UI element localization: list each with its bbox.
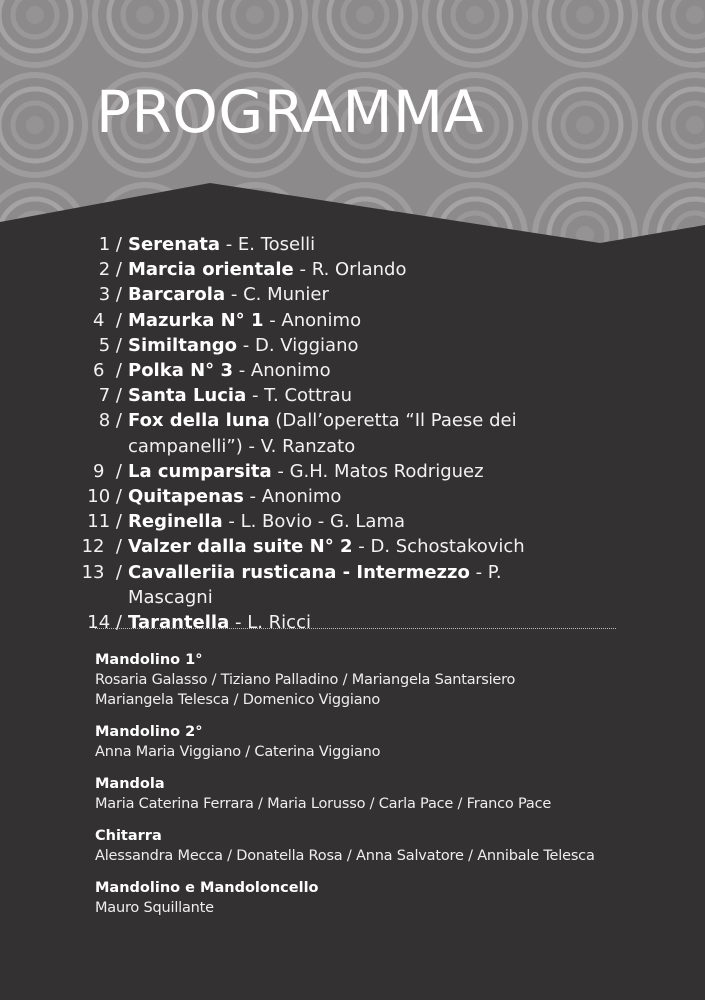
program-number: 4 / <box>93 309 122 331</box>
piece-credit: - Anonimo <box>263 309 362 331</box>
piece-title: Tarantella <box>128 612 230 634</box>
ensemble-section <box>95 722 655 762</box>
piece-credit: (Dall’operetta “Il Paese dei campanelli”) - V. Ranzato <box>128 410 517 457</box>
program-number: 14 / <box>87 612 122 634</box>
program-number: 12 / <box>81 536 122 558</box>
program-item <box>0 232 705 257</box>
piece-title: Serenata <box>128 234 220 255</box>
program-entry <box>128 560 568 610</box>
program-entry <box>128 459 568 484</box>
program-item <box>0 610 705 635</box>
program-number: 5 / <box>98 334 122 356</box>
piece-credit: - P. Mascagni <box>128 561 502 608</box>
program-list <box>0 232 705 635</box>
section-title: Mandola <box>95 776 165 792</box>
piece-title: Fox della luna <box>128 410 270 432</box>
program-item <box>0 534 705 559</box>
program-item <box>0 459 705 484</box>
program-entry <box>128 408 568 458</box>
piece-credit: - D. Schostakovich <box>352 536 525 558</box>
piece-credit: - Anonimo <box>243 486 342 508</box>
program-entry <box>128 333 568 358</box>
ensemble-section <box>95 878 655 918</box>
program-entry <box>128 509 568 534</box>
program-entry <box>128 484 568 509</box>
program-item <box>0 358 705 383</box>
member-names: Mariangela Telesca / Domenico Viggiano <box>95 692 381 708</box>
page-title: PROGRAMMA <box>96 78 484 146</box>
piece-credit: - G.H. Matos Rodriguez <box>271 460 484 482</box>
program-number: 3 / <box>98 284 122 306</box>
program-item <box>0 308 705 333</box>
ensemble-section <box>95 650 655 710</box>
program-number: 13 / <box>81 561 122 583</box>
section-title: Chitarra <box>95 828 162 844</box>
piece-title: Cavalleriia rusticana - Intermezzo <box>128 561 470 583</box>
piece-title: Valzer dalla suite N° 2 <box>128 536 353 558</box>
program-entry <box>128 282 568 307</box>
program-entry <box>128 257 568 282</box>
program-number: 1 / <box>98 234 122 255</box>
program-entry <box>128 358 568 383</box>
piece-credit: - D. Viggiano <box>237 334 359 356</box>
program-entry <box>128 308 568 333</box>
piece-credit: - L. Ricci <box>229 612 311 634</box>
program-entry <box>128 534 568 559</box>
piece-credit: - R. Orlando <box>293 259 407 281</box>
piece-credit: - T. Cottrau <box>246 385 352 407</box>
program-number: 9 / <box>93 460 122 482</box>
piece-title: Marcia orientale <box>128 259 294 281</box>
piece-credit: - L. Bovio - G. Lama <box>222 511 406 533</box>
piece-title: Reginella <box>128 511 223 533</box>
program-number: 10 / <box>87 486 122 508</box>
program-item <box>0 509 705 534</box>
program-item <box>0 333 705 358</box>
piece-credit: - E. Toselli <box>219 234 316 255</box>
program-entry <box>128 232 568 257</box>
program-number: 11 / <box>87 511 122 533</box>
piece-title: Quitapenas <box>128 486 244 508</box>
program-number: 6 / <box>93 360 122 382</box>
program-item <box>0 257 705 282</box>
member-names: Alessandra Mecca / Donatella Rosa / Anna Salvatore / Annibale Telesca <box>95 848 595 864</box>
program-number: 2 / <box>98 259 122 281</box>
member-names: Rosaria Galasso / Tiziano Palladino / Mariangela Santarsiero <box>95 672 516 688</box>
program-item <box>0 484 705 509</box>
ensemble-section <box>95 774 655 814</box>
program-item <box>0 560 705 610</box>
piece-title: Mazurka N° 1 <box>128 309 264 331</box>
ensemble-section <box>95 826 655 866</box>
program-entry <box>128 610 568 635</box>
section-title: Mandolino 2° <box>95 724 203 740</box>
program-item <box>0 383 705 408</box>
section-title: Mandolino e Mandoloncello <box>95 880 319 896</box>
member-names: Mauro Squillante <box>95 900 214 916</box>
member-names: Anna Maria Viggiano / Caterina Viggiano <box>95 744 381 760</box>
piece-credit: - Anonimo <box>232 360 331 382</box>
section-title: Mandolino 1° <box>95 652 203 668</box>
member-names: Maria Caterina Ferrara / Maria Lorusso / Carla Pace / Franco Pace <box>95 796 552 812</box>
program-item <box>0 408 705 458</box>
piece-credit: - C. Munier <box>225 284 329 306</box>
ensemble-list <box>95 650 655 930</box>
program-item <box>0 282 705 307</box>
dotted-divider <box>95 628 616 629</box>
program-entry <box>128 383 568 408</box>
piece-title: Santa Lucia <box>128 385 247 407</box>
piece-title: Polka N° 3 <box>128 360 233 382</box>
piece-title: Barcarola <box>128 284 226 306</box>
program-number: 7 / <box>98 385 122 407</box>
piece-title: Similtango <box>128 334 238 356</box>
piece-title: La cumparsita <box>128 460 272 482</box>
program-number: 8 / <box>98 410 122 432</box>
